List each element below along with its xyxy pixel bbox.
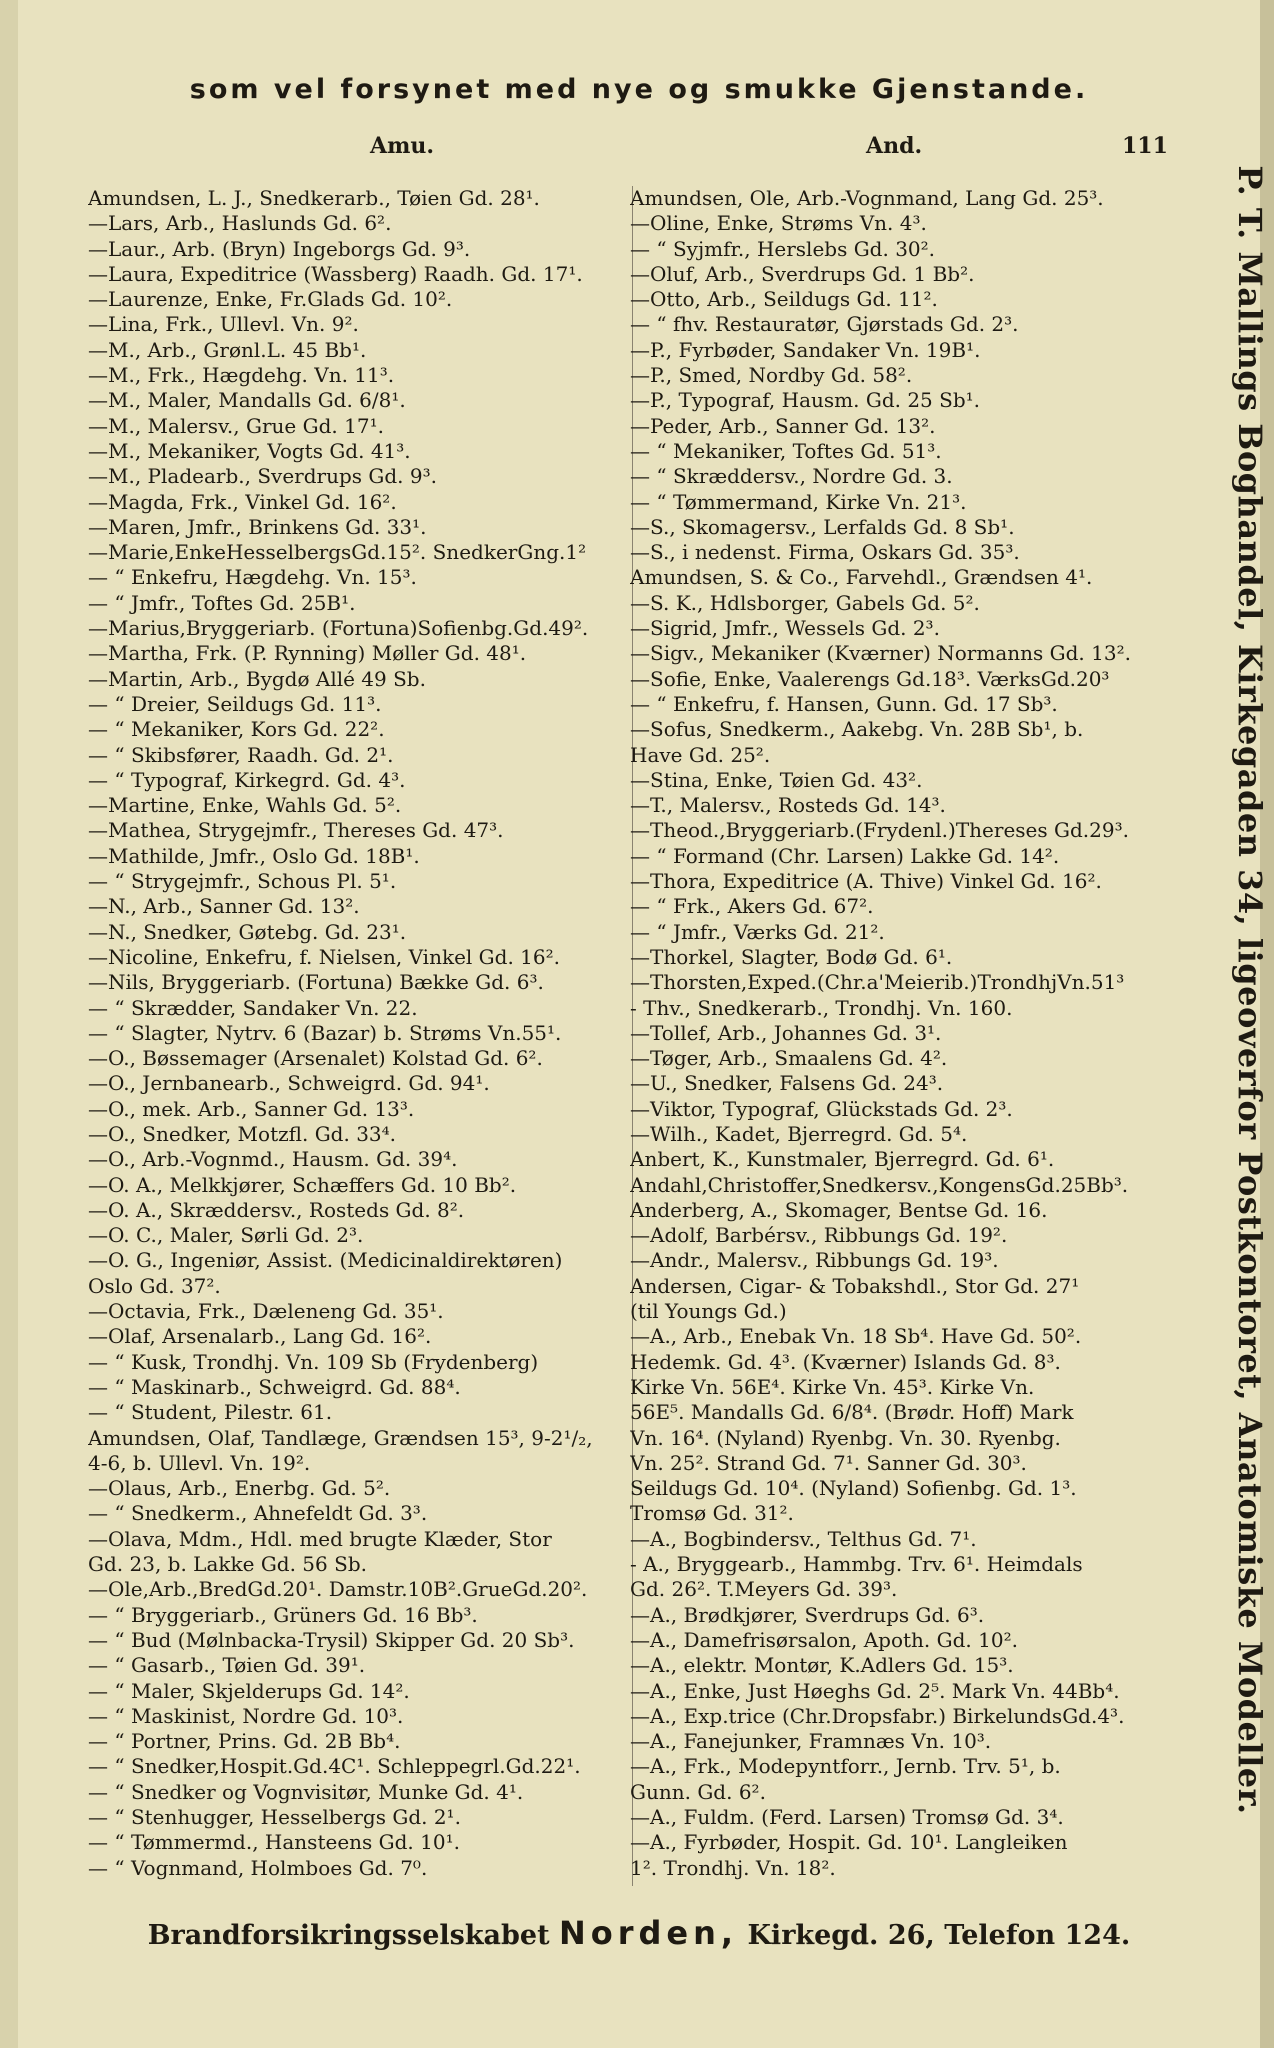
directory-entry: —U., Snedker, Falsens Gd. 24³. — [630, 1071, 944, 1096]
directory-entry: 56E⁵. Mandalls Gd. 6/8⁴. (Brødr. Hoff) Mark — [630, 1400, 1074, 1425]
directory-entry: —Magda, Frk., Vinkel Gd. 16². — [88, 489, 397, 514]
directory-entry: Vn. 25². Strand Gd. 7¹. Sanner Gd. 30³. — [630, 1450, 1027, 1475]
directory-entry: — “ Portner, Prins. Gd. 2B Bb⁴. — [88, 1729, 401, 1754]
directory-entry: —Lars, Arb., Haslunds Gd. 6². — [88, 211, 392, 236]
footer-prefix: Brandforsikringsselskabet — [147, 1920, 550, 1951]
directory-entry: —Marie,EnkeHesselbergsGd.15². SnedkerGng.1² — [88, 540, 587, 565]
directory-entry: —O., Jernbanearb., Schweigrd. Gd. 94¹. — [88, 1071, 490, 1096]
directory-entry: —Sigrid, Jmfr., Wessels Gd. 2³. — [630, 616, 940, 641]
directory-entry: — “ Tømmermd., Hansteens Gd. 10¹. — [88, 1830, 460, 1855]
directory-entry: —Stina, Enke, Tøien Gd. 43². — [630, 767, 923, 792]
directory-entry: —M., Mekaniker, Vogts Gd. 41³. — [88, 438, 411, 463]
directory-entry: —Martin, Arb., Bygdø Allé 49 Sb. — [88, 666, 426, 691]
directory-entry: —S., i nedenst. Firma, Oskars Gd. 35³. — [630, 540, 1020, 565]
directory-entry: —Maren, Jmfr., Brinkens Gd. 33¹. — [88, 514, 427, 539]
directory-entry: —Thorsten,Exped.(Chr.a'Meierib.)TrondhjVn.51³ — [630, 970, 1125, 995]
top-banner: som vel forsynet med nye og smukke Gjenstande. — [189, 74, 1089, 105]
directory-entry: — “ Stenhugger, Hesselbergs Gd. 2¹. — [88, 1805, 461, 1829]
directory-entry: — “ Enkefru, f. Hansen, Gunn. Gd. 17 Sb³. — [630, 691, 1058, 716]
directory-entry: —Martha, Frk. (P. Rynning) Møller Gd. 48¹. — [88, 641, 527, 666]
directory-entry: —Mathea, Strygejmfr., Thereses Gd. 47³. — [88, 818, 504, 843]
directory-entry: —M., Pladearb., Sverdrups Gd. 9³. — [88, 464, 437, 489]
header-left-key: Amu. — [370, 133, 435, 159]
directory-entry: —Martine, Enke, Wahls Gd. 5². — [88, 793, 402, 818]
directory-entry: Andahl,Christoffer,Snedkersv.,KongensGd.25Bb³. — [630, 1172, 1129, 1197]
directory-entry: —Theod.,Bryggeriarb.(Frydenl.)Thereses Gd.29³. — [630, 818, 1129, 843]
directory-entry: — “ Dreier, Seildugs Gd. 11³. — [88, 691, 382, 716]
directory-entry: — “ Snedker og Vognvisitør, Munke Gd. 4¹. — [88, 1779, 524, 1804]
directory-entry: —M., Malersv., Grue Gd. 17¹. — [88, 413, 384, 438]
directory-entry: — “ Gasarb., Tøien Gd. 39¹. — [88, 1653, 366, 1678]
directory-entry: —Laur., Arb. (Bryn) Ingeborgs Gd. 9³. — [88, 236, 471, 261]
directory-entry: —O., mek. Arb., Sanner Gd. 13³. — [88, 1096, 415, 1121]
directory-entry: —Otto, Arb., Seildugs Gd. 11². — [630, 287, 938, 312]
directory-entry: 4-6, b. Ullevl. Vn. 19². — [88, 1450, 311, 1475]
directory-entry: —P., Smed, Nordby Gd. 58². — [630, 363, 913, 388]
directory-entry: —A., Arb., Enebak Vn. 18 Sb⁴. Have Gd. 50². — [630, 1324, 1082, 1349]
directory-entry: —M., Maler, Mandalls Gd. 6/8¹. — [88, 388, 406, 413]
directory-entry: — “ Tømmermand, Kirke Vn. 21³. — [630, 489, 967, 514]
header-right-key: And. — [866, 133, 923, 159]
directory-entry: Tromsø Gd. 31². — [630, 1501, 794, 1526]
directory-entry: — “ Frk., Akers Gd. 67². — [630, 894, 874, 919]
directory-entry: —Olava, Mdm., Hdl. med brugte Klæder, Stor — [88, 1526, 552, 1551]
footer-advertisement — [18, 1914, 1260, 1952]
directory-entry: — “ Skrædder, Sandaker Vn. 22. — [88, 995, 418, 1020]
directory-entry: Anderberg, A., Skomager, Bentse Gd. 16. — [630, 1197, 1048, 1222]
directory-entry: —Andr., Malersv., Ribbungs Gd. 19³. — [630, 1248, 999, 1273]
directory-entry: — “ fhv. Restauratør, Gjørstads Gd. 2³. — [630, 312, 1019, 337]
directory-entry: —Sigv., Mekaniker (Kværner) Normanns Gd. 13². — [630, 641, 1131, 666]
directory-entry: —Sofie, Enke, Vaalerengs Gd.18³. VærksGd.20³ — [630, 666, 1110, 691]
directory-entry: — “ Maler, Skjelderups Gd. 14². — [88, 1678, 410, 1703]
directory-entry: —A., Bogbindersv., Telthus Gd. 7¹. — [630, 1526, 977, 1551]
directory-entry: —S. K., Hdlsborger, Gabels Gd. 5². — [630, 590, 980, 615]
directory-entry: —O. A., Melkkjører, Schæffers Gd. 10 Bb². — [88, 1172, 517, 1197]
directory-entry: —A., Brødkjører, Sverdrups Gd. 6³. — [630, 1602, 985, 1627]
directory-entry: Amundsen, Olaf, Tandlæge, Grændsen 15³, 9-2¹/₂, — [88, 1425, 593, 1450]
directory-entry: —A., elektr. Montør, K.Adlers Gd. 15³. — [630, 1653, 1014, 1678]
directory-entry: —Olaus, Arb., Enerbg. Gd. 5². — [88, 1476, 391, 1501]
directory-entry: —Oline, Enke, Strøms Vn. 4³. — [630, 211, 927, 236]
directory-entry: —Thorkel, Slagter, Bodø Gd. 6¹. — [630, 944, 953, 969]
directory-entry: —O., Snedker, Motzfl. Gd. 33⁴. — [88, 1121, 397, 1146]
right-column — [630, 186, 1190, 1881]
directory-entry: — “ Mekaniker, Toftes Gd. 51³. — [630, 438, 942, 463]
directory-entry: — “ Maskinarb., Schweigrd. Gd. 88⁴. — [88, 1374, 461, 1399]
directory-entry: - Thv., Snedkerarb., Trondhj. Vn. 160. — [630, 995, 1013, 1020]
directory-entry: Vn. 16⁴. (Nyland) Ryenbg. Vn. 30. Ryenbg. — [630, 1425, 1061, 1450]
directory-entry: — “ Vognmand, Holmboes Gd. 7⁰. — [88, 1855, 428, 1880]
directory-entry: —O., Arb.-Vognmd., Hausm. Gd. 39⁴. — [88, 1147, 458, 1172]
directory-entry: —M., Arb., Grønl.L. 45 Bb¹. — [88, 337, 367, 362]
footer-suffix: Kirkegd. 26, Telefon 124. — [747, 1920, 1131, 1951]
directory-entry: —Octavia, Frk., Dæleneng Gd. 35¹. — [88, 1299, 444, 1324]
directory-entry: —Nils, Bryggeriarb. (Fortuna) Bække Gd. 6³. — [88, 970, 544, 995]
directory-entry: —A., Exp.trice (Chr.Dropsfabr.) BirkelundsGd.4³. — [630, 1703, 1125, 1728]
directory-entry: Amundsen, Ole, Arb.-Vognmand, Lang Gd. 25³. — [630, 186, 1104, 210]
directory-entry: Gunn. Gd. 6². — [630, 1779, 766, 1804]
directory-entry: Gd. 26². T.Meyers Gd. 39³. — [630, 1577, 898, 1602]
directory-entry: — “ Skræddersv., Nordre Gd. 3. — [630, 464, 953, 489]
directory-entry: —N., Arb., Sanner Gd. 13². — [88, 894, 360, 919]
directory-entry: —Viktor, Typograf, Glückstads Gd. 2³. — [630, 1096, 1013, 1121]
directory-entry: —P., Fyrbøder, Sandaker Vn. 19B¹. — [630, 337, 981, 362]
directory-entry: —M., Frk., Hægdehg. Vn. 11³. — [88, 363, 395, 388]
directory-entry: —Tollef, Arb., Johannes Gd. 3¹. — [630, 1020, 942, 1045]
directory-entry: —O. A., Skræddersv., Rosteds Gd. 8². — [88, 1197, 465, 1222]
directory-entry: —Olaf, Arsenalarb., Lang Gd. 16². — [88, 1324, 432, 1349]
directory-entry: 1². Trondhj. Vn. 18². — [630, 1855, 836, 1880]
directory-entry: — “ Bryggeriarb., Grüners Gd. 16 Bb³. — [88, 1602, 478, 1627]
directory-entry: — “ Syjmfr., Herslebs Gd. 30². — [630, 236, 936, 261]
directory-entry: — “ Skibsfører, Raadh. Gd. 2¹. — [88, 742, 394, 767]
directory-entry: —A., Fuldm. (Ferd. Larsen) Tromsø Gd. 3⁴. — [630, 1805, 1064, 1829]
directory-entry: —O., Bøssemager (Arsenalet) Kolstad Gd. 6². — [88, 1046, 543, 1071]
directory-entry: —Laura, Expeditrice (Wassberg) Raadh. Gd. 17¹. — [88, 261, 583, 286]
directory-entry: —Peder, Arb., Sanner Gd. 13². — [630, 413, 936, 438]
directory-entry: Andersen, Cigar- & Tobakshdl., Stor Gd. 27¹ — [630, 1273, 1080, 1298]
directory-entry: Have Gd. 25². — [630, 742, 771, 767]
directory-entry: —Nicoline, Enkefru, f. Nielsen, Vinkel Gd. 16². — [88, 944, 560, 969]
left-column — [88, 186, 644, 1881]
directory-entry: —T., Malersv., Rosteds Gd. 14³. — [630, 793, 946, 818]
directory-entry: —Marius,Bryggeriarb. (Fortuna)Sofienbg.Gd.49². — [88, 616, 589, 641]
directory-entry: — “ Strygejmfr., Schous Pl. 5¹. — [88, 869, 397, 894]
directory-entry: Gd. 23, b. Lakke Gd. 56 Sb. — [88, 1552, 367, 1577]
directory-entry: — “ Snedkerm., Ahnefeldt Gd. 3³. — [88, 1501, 428, 1526]
directory-entry: —S., Skomagersv., Lerfalds Gd. 8 Sb¹. — [630, 514, 1015, 539]
directory-entry: — “ Bud (Mølnbacka-Trysil) Skipper Gd. 20 Sb³. — [88, 1627, 575, 1652]
directory-entry: —A., Enke, Just Høeghs Gd. 2⁵. Mark Vn. 44Bb⁴. — [630, 1678, 1120, 1703]
directory-entry: —Wilh., Kadet, Bjerregrd. Gd. 5⁴. — [630, 1121, 968, 1146]
side-advertisement-text: P. T. Mallings Boghandel, Kirkegaden 34, ligeoverfor Postkontoret, Anatomiske Modeller. — [1231, 165, 1269, 1815]
directory-entry: — “ Maskinist, Nordre Gd. 10³. — [88, 1703, 404, 1728]
directory-entry: Oslo Gd. 37². — [88, 1273, 221, 1298]
directory-entry: —O. C., Maler, Sørli Gd. 2³. — [88, 1223, 364, 1248]
directory-entry: (til Youngs Gd.) — [630, 1299, 787, 1324]
directory-entry: — “ Kusk, Trondhj. Vn. 109 Sb (Frydenberg) — [88, 1349, 539, 1374]
directory-entry: —Adolf, Barbérsv., Ribbungs Gd. 19². — [630, 1223, 1008, 1248]
directory-entry: —P., Typograf, Hausm. Gd. 25 Sb¹. — [630, 388, 981, 413]
directory-entry: —Lina, Frk., Ullevl. Vn. 9². — [88, 312, 359, 337]
directory-entry: — “ Formand (Chr. Larsen) Lakke Gd. 14². — [630, 843, 1060, 868]
footer-company-name: Norden, — [558, 1914, 739, 1952]
directory-entry: —A., Damefrisørsalon, Apoth. Gd. 10². — [630, 1627, 1018, 1652]
directory-entry: —Laurenze, Enke, Fr.Glads Gd. 10². — [88, 287, 453, 312]
directory-entry: —Ole,Arb.,BredGd.20¹. Damstr.10B².GrueGd.20². — [88, 1577, 588, 1602]
directory-entry: —N., Snedker, Gøtebg. Gd. 23¹. — [88, 919, 407, 944]
page-number: 111 — [1122, 133, 1168, 159]
directory-entry: — “ Student, Pilestr. 61. — [88, 1400, 333, 1425]
directory-entry: —A., Fanejunker, Framnæs Vn. 10³. — [630, 1729, 992, 1754]
directory-entry: - A., Bryggearb., Hammbg. Trv. 6¹. Heimdals — [630, 1552, 1083, 1577]
directory-entry: — “ Mekaniker, Kors Gd. 22². — [88, 717, 385, 742]
directory-entry: Hedemk. Gd. 4³. (Kværner) Islands Gd. 8³. — [630, 1349, 1061, 1374]
directory-entry: — “ Slagter, Nytrv. 6 (Bazar) b. Strøms Vn.55¹. — [88, 1020, 562, 1045]
directory-entry: —A., Fyrbøder, Hospit. Gd. 10¹. Langleiken — [630, 1830, 1068, 1855]
directory-entry: Amundsen, L. J., Snedkerarb., Tøien Gd. 28¹. — [88, 186, 540, 210]
directory-entry: —Sofus, Snedkerm., Aakebg. Vn. 28B Sb¹, b. — [630, 717, 1084, 742]
directory-entry: — “ Snedker,Hospit.Gd.4C¹. Schleppegrl.Gd.22¹. — [88, 1754, 581, 1779]
directory-entry: —Tøger, Arb., Smaalens Gd. 4². — [630, 1046, 948, 1071]
directory-entry: Anbert, K., Kunstmaler, Bjerregrd. Gd. 6¹. — [630, 1147, 1055, 1172]
directory-entry: — “ Jmfr., Værks Gd. 21². — [630, 919, 885, 944]
directory-entry: Amundsen, S. & Co., Farvehdl., Grændsen 4¹. — [630, 565, 1093, 590]
directory-entry: — “ Enkefru, Hægdehg. Vn. 15³. — [88, 565, 417, 590]
directory-entry: — “ Jmfr., Toftes Gd. 25B¹. — [88, 590, 356, 615]
directory-entry: — “ Typograf, Kirkegrd. Gd. 4³. — [88, 767, 406, 792]
directory-entry: —Oluf, Arb., Sverdrups Gd. 1 Bb². — [630, 261, 975, 286]
directory-entry: Kirke Vn. 56E⁴. Kirke Vn. 45³. Kirke Vn. — [630, 1374, 1035, 1399]
directory-entry: —Thora, Expeditrice (A. Thive) Vinkel Gd. 16². — [630, 869, 1102, 894]
directory-entry: —A., Frk., Modepyntforr., Jernb. Trv. 5¹, b. — [630, 1754, 1061, 1779]
directory-entry: —Mathilde, Jmfr., Oslo Gd. 18B¹. — [88, 843, 420, 868]
directory-entry: Seildugs Gd. 10⁴. (Nyland) Sofienbg. Gd. 1³. — [630, 1476, 1077, 1501]
side-advertisement — [1223, 160, 1274, 1820]
directory-entry: —O. G., Ingeniør, Assist. (Medicinaldirektøren) — [88, 1248, 563, 1273]
